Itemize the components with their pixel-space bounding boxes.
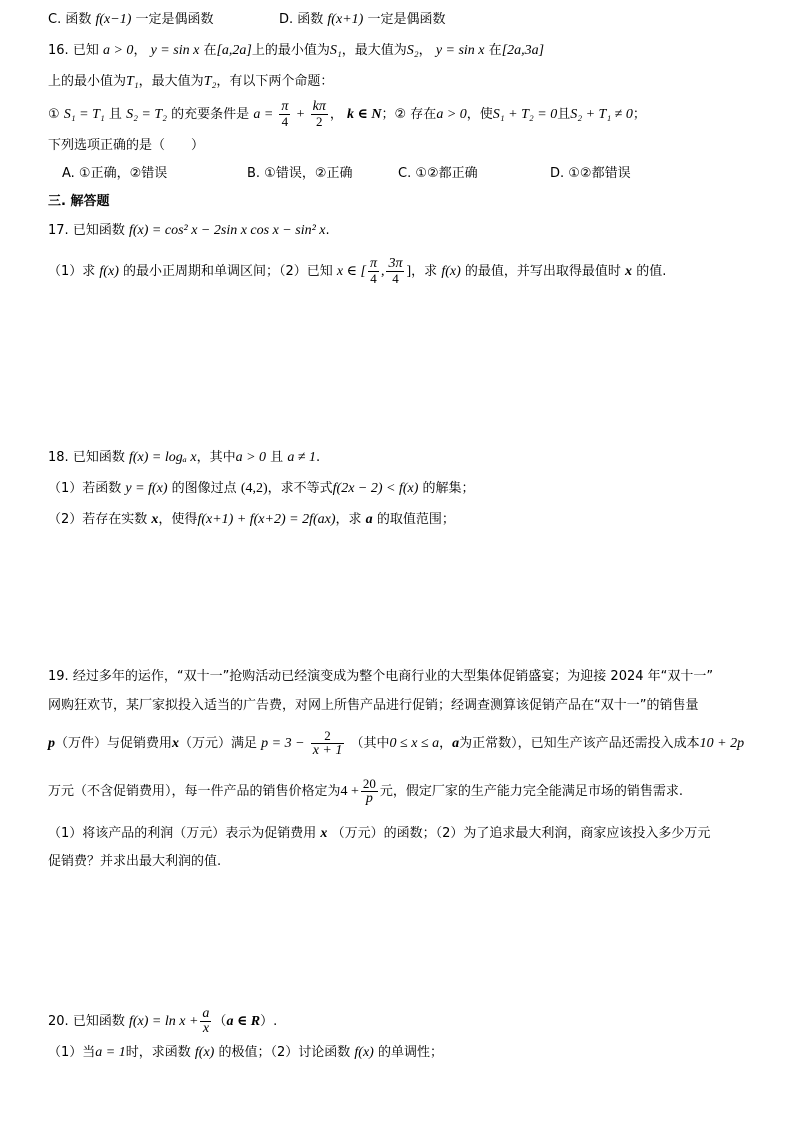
q16-number: 16. bbox=[48, 43, 69, 58]
q16-option-d bbox=[550, 165, 631, 183]
q17-math: , bbox=[380, 264, 385, 279]
q16-option-c bbox=[398, 165, 478, 183]
q15-optc-label: C. 函数 bbox=[48, 12, 92, 27]
q16-math: a = bbox=[253, 107, 274, 122]
q16-text: ， bbox=[418, 43, 432, 58]
q16-math: T₂ bbox=[203, 74, 217, 89]
q18-math: y = f(x) bbox=[125, 481, 168, 496]
q19-text: （万件）与促销费用 bbox=[55, 736, 173, 751]
q18-text: 的取值范围； bbox=[376, 512, 455, 527]
q16-text: 在 bbox=[203, 43, 217, 58]
q18-text: 的图像过点 bbox=[171, 481, 237, 496]
q16-text: ， bbox=[329, 107, 343, 122]
q18-math: f(2x − 2) < f(x) bbox=[332, 481, 419, 496]
q16-math: S₁ bbox=[329, 43, 342, 58]
option-text: C. ①②都正确 bbox=[398, 166, 478, 181]
frac-denominator: 2 bbox=[315, 114, 323, 129]
frac-numerator: 3π bbox=[388, 256, 403, 271]
q16-math: y = sin x bbox=[150, 43, 200, 58]
q20-math: a = 1 bbox=[95, 1045, 126, 1060]
q17-text: . bbox=[325, 223, 330, 238]
q19-math: 0 ≤ x ≤ a bbox=[389, 736, 440, 751]
q17-math: ] bbox=[406, 264, 412, 279]
q20-parts bbox=[48, 1044, 443, 1062]
q18-math: (4,2) bbox=[240, 481, 268, 496]
q20-text: （ bbox=[213, 1014, 227, 1029]
section-heading bbox=[48, 193, 109, 211]
q16-math: S₁ + T₂ = 0 bbox=[492, 107, 558, 122]
q19-line3 bbox=[48, 728, 744, 760]
q20-number: 20. bbox=[48, 1014, 69, 1029]
frac-denominator: p bbox=[365, 791, 373, 806]
q19-line5 bbox=[48, 825, 710, 843]
q16-text: ，有以下两个命题： bbox=[216, 74, 334, 89]
q19-math: x bbox=[320, 826, 328, 841]
q17-fraction-pi-over-4 bbox=[368, 257, 379, 286]
q17-fraction-3pi-over-4 bbox=[386, 257, 404, 286]
q20-text: 的单调性； bbox=[377, 1045, 443, 1060]
q18-text: ，求不等式 bbox=[267, 481, 333, 496]
q17-text: （1）求 bbox=[48, 264, 96, 279]
q17-math: x bbox=[625, 264, 633, 279]
frac-numerator: kπ bbox=[312, 99, 326, 114]
q15-optd-expr: f(x+1) bbox=[327, 12, 364, 27]
q16-text: ，使 bbox=[466, 107, 493, 122]
q17-math: f(x) bbox=[441, 264, 461, 279]
q19-text: 网购狂欢节，某厂家拟投入适当的广告费，对网上所售产品进行促销；经调查测算该促销产品在“双十一”的销售量 bbox=[48, 698, 699, 713]
q20-text: 的极值；（2）讨论函数 bbox=[218, 1045, 351, 1060]
q18-text: 且 bbox=[270, 450, 284, 465]
q18-math: a ≠ 1 bbox=[287, 450, 317, 465]
q19-fraction-2-over-x-plus-1 bbox=[311, 729, 345, 758]
q16-stem-line1 bbox=[48, 42, 544, 60]
frac-numerator: π bbox=[369, 256, 377, 271]
q19-math: 4 + bbox=[340, 784, 359, 799]
q17-math: x ∈ [ bbox=[336, 264, 366, 279]
q19-number: 19. bbox=[48, 669, 69, 684]
q16-math: a > 0 bbox=[436, 107, 467, 122]
q16-text: ，最大值为 bbox=[341, 43, 407, 58]
q16-text: 上的最小值为 bbox=[48, 74, 127, 89]
q16-text: ； bbox=[632, 107, 646, 122]
frac-denominator: 4 bbox=[370, 271, 377, 286]
frac-numerator: 2 bbox=[311, 729, 345, 744]
q19-math: p bbox=[48, 736, 55, 751]
q18-part1 bbox=[48, 480, 475, 498]
q16-text: ① bbox=[48, 107, 60, 122]
q20-fraction-a-over-x bbox=[200, 1007, 211, 1036]
q16-text: 且 bbox=[557, 107, 571, 122]
q15-optc-expr: f(x−1) bbox=[95, 12, 132, 27]
q18-text: 的解集； bbox=[422, 481, 475, 496]
q19-text: （万元）满足 bbox=[179, 736, 258, 751]
q17-math: f(x) bbox=[99, 264, 119, 279]
frac-numerator: 20 bbox=[362, 776, 376, 791]
q16-text: ， bbox=[133, 43, 147, 58]
q16-math: S₁ = T₁ bbox=[63, 107, 105, 122]
q16-fraction-pi-over-4 bbox=[279, 100, 290, 129]
q15-optc-tail: 一定是偶函数 bbox=[135, 12, 214, 27]
section-title: 三. 解答题 bbox=[48, 194, 110, 209]
q15-option-d bbox=[279, 11, 445, 29]
q20-math: a ∈ R bbox=[226, 1014, 261, 1029]
q16-fraction-kpi-over-2 bbox=[311, 100, 328, 129]
q16-math: S₂ + T₁ ≠ 0 bbox=[570, 107, 633, 122]
q16-text: 且 bbox=[108, 107, 122, 122]
q16-stem-line2 bbox=[48, 73, 333, 91]
q19-line2 bbox=[48, 697, 698, 715]
q19-text: 促销费？并求出最大利润的值. bbox=[48, 854, 222, 869]
option-text: D. ①②都错误 bbox=[550, 166, 631, 181]
q19-line4 bbox=[48, 775, 683, 809]
q16-math: + bbox=[296, 107, 305, 122]
q19-text: 元，假定厂家的生产能力完全能满足市场的销售需求. bbox=[379, 784, 684, 799]
q19-fraction-20-over-p bbox=[361, 777, 378, 806]
q16-text: 的充要条件是 bbox=[171, 107, 250, 122]
q18-math: f(x) = logₐ x bbox=[128, 450, 197, 465]
q16-option-b bbox=[247, 165, 353, 183]
q16-prompt bbox=[48, 137, 204, 155]
q18-stem bbox=[48, 449, 320, 467]
q16-text: 存在 bbox=[410, 107, 437, 122]
q20-text: 时，求函数 bbox=[125, 1045, 191, 1060]
q18-text: 已知函数 bbox=[72, 450, 125, 465]
q16-text: 已知 bbox=[72, 43, 99, 58]
q19-text: 万元（不含促销费用），每一件产品的销售价格定为 bbox=[48, 784, 341, 799]
q18-text: ，使得 bbox=[158, 512, 198, 527]
q16-text: 在 bbox=[488, 43, 502, 58]
q19-text: （1）将该产品的利润（万元）表示为促销费用 bbox=[48, 826, 317, 841]
q18-math: f(x+1) + f(x+2) = 2f(ax) bbox=[197, 512, 336, 527]
q15-option-c bbox=[48, 11, 214, 29]
q19-math: p = 3 − bbox=[261, 736, 305, 751]
q16-math: [2a,3a] bbox=[501, 43, 545, 58]
q17-number: 17. bbox=[48, 223, 69, 238]
q16-text: 下列选项正确的是（ ） bbox=[48, 138, 205, 153]
q18-number: 18. bbox=[48, 450, 69, 465]
frac-denominator: x + 1 bbox=[312, 743, 343, 758]
q16-math: [a,2a] bbox=[216, 43, 252, 58]
q18-part2 bbox=[48, 511, 455, 529]
q17-stem bbox=[48, 222, 330, 240]
q15-optd-label: D. 函数 bbox=[279, 12, 324, 27]
q17-math: f(x) = cos² x − 2sin x cos x − sin² x bbox=[128, 223, 326, 238]
q17-text: 的最值，并写出取得最值时 bbox=[464, 264, 621, 279]
q18-math: a > 0 bbox=[235, 450, 267, 465]
q16-text: ；② bbox=[381, 107, 407, 122]
q16-text: ，最大值为 bbox=[138, 74, 204, 89]
q17-parts bbox=[48, 256, 666, 288]
frac-denominator: 4 bbox=[281, 114, 289, 129]
q20-math: f(x) bbox=[354, 1045, 374, 1060]
q18-text: （1）若函数 bbox=[48, 481, 122, 496]
q15-optd-tail: 一定是偶函数 bbox=[367, 12, 446, 27]
q19-text: 为正常数），已知生产该产品还需投入成本 bbox=[459, 736, 700, 751]
q19-line6 bbox=[48, 853, 221, 871]
q17-text: ，求 bbox=[411, 264, 438, 279]
q20-text: 已知函数 bbox=[72, 1014, 125, 1029]
q18-math: a bbox=[365, 512, 373, 527]
q20-math: f(x) = ln x + bbox=[128, 1014, 199, 1029]
q17-text: 的最小正周期和单调区间；（2）已知 bbox=[123, 264, 333, 279]
q19-math: a bbox=[452, 736, 460, 751]
frac-denominator: x bbox=[202, 1021, 210, 1036]
option-text: A. ①正确，②错误 bbox=[62, 166, 168, 181]
q19-text: （其中 bbox=[350, 736, 390, 751]
q16-math: a > 0 bbox=[102, 43, 134, 58]
q18-text: . bbox=[316, 450, 321, 465]
q16-math: k ∈ N bbox=[347, 107, 382, 122]
q18-text: ，其中 bbox=[196, 450, 236, 465]
q20-math: f(x) bbox=[194, 1045, 215, 1060]
option-text: B. ①错误，②正确 bbox=[247, 166, 353, 181]
q16-math: S₂ = T₂ bbox=[126, 107, 168, 122]
q20-stem bbox=[48, 1005, 277, 1039]
frac-numerator: π bbox=[281, 99, 289, 114]
frac-numerator: a bbox=[202, 1006, 210, 1021]
q17-text: 已知函数 bbox=[72, 223, 125, 238]
q18-math: x bbox=[151, 512, 159, 527]
q19-math: 10 + 2p bbox=[699, 736, 745, 751]
q16-math: y = sin x bbox=[435, 43, 485, 58]
frac-denominator: 4 bbox=[392, 271, 399, 286]
q19-text: 经过多年的运作，“双十一”抢购活动已经演变成为整个电商行业的大型集体促销盛宴；为迎接 2024 年“双十一” bbox=[72, 669, 714, 684]
q18-text: ，求 bbox=[335, 512, 362, 527]
q19-line1 bbox=[48, 668, 713, 686]
q20-text: （1）当 bbox=[48, 1045, 96, 1060]
q19-text: ， bbox=[439, 736, 453, 751]
q16-math: S₂ bbox=[406, 43, 419, 58]
q19-text: （万元）的函数；（2）为了追求最大利润，商家应该投入多少万元 bbox=[331, 826, 711, 841]
q18-text: （2）若存在实数 bbox=[48, 512, 148, 527]
q16-math: T₁ bbox=[126, 74, 139, 89]
q19-math: x bbox=[172, 736, 180, 751]
q17-text: 的值. bbox=[636, 264, 667, 279]
q16-propositions bbox=[48, 100, 646, 130]
q20-text: ）. bbox=[260, 1014, 278, 1029]
q16-option-a bbox=[62, 165, 167, 183]
q16-text: 上的最小值为 bbox=[251, 43, 330, 58]
